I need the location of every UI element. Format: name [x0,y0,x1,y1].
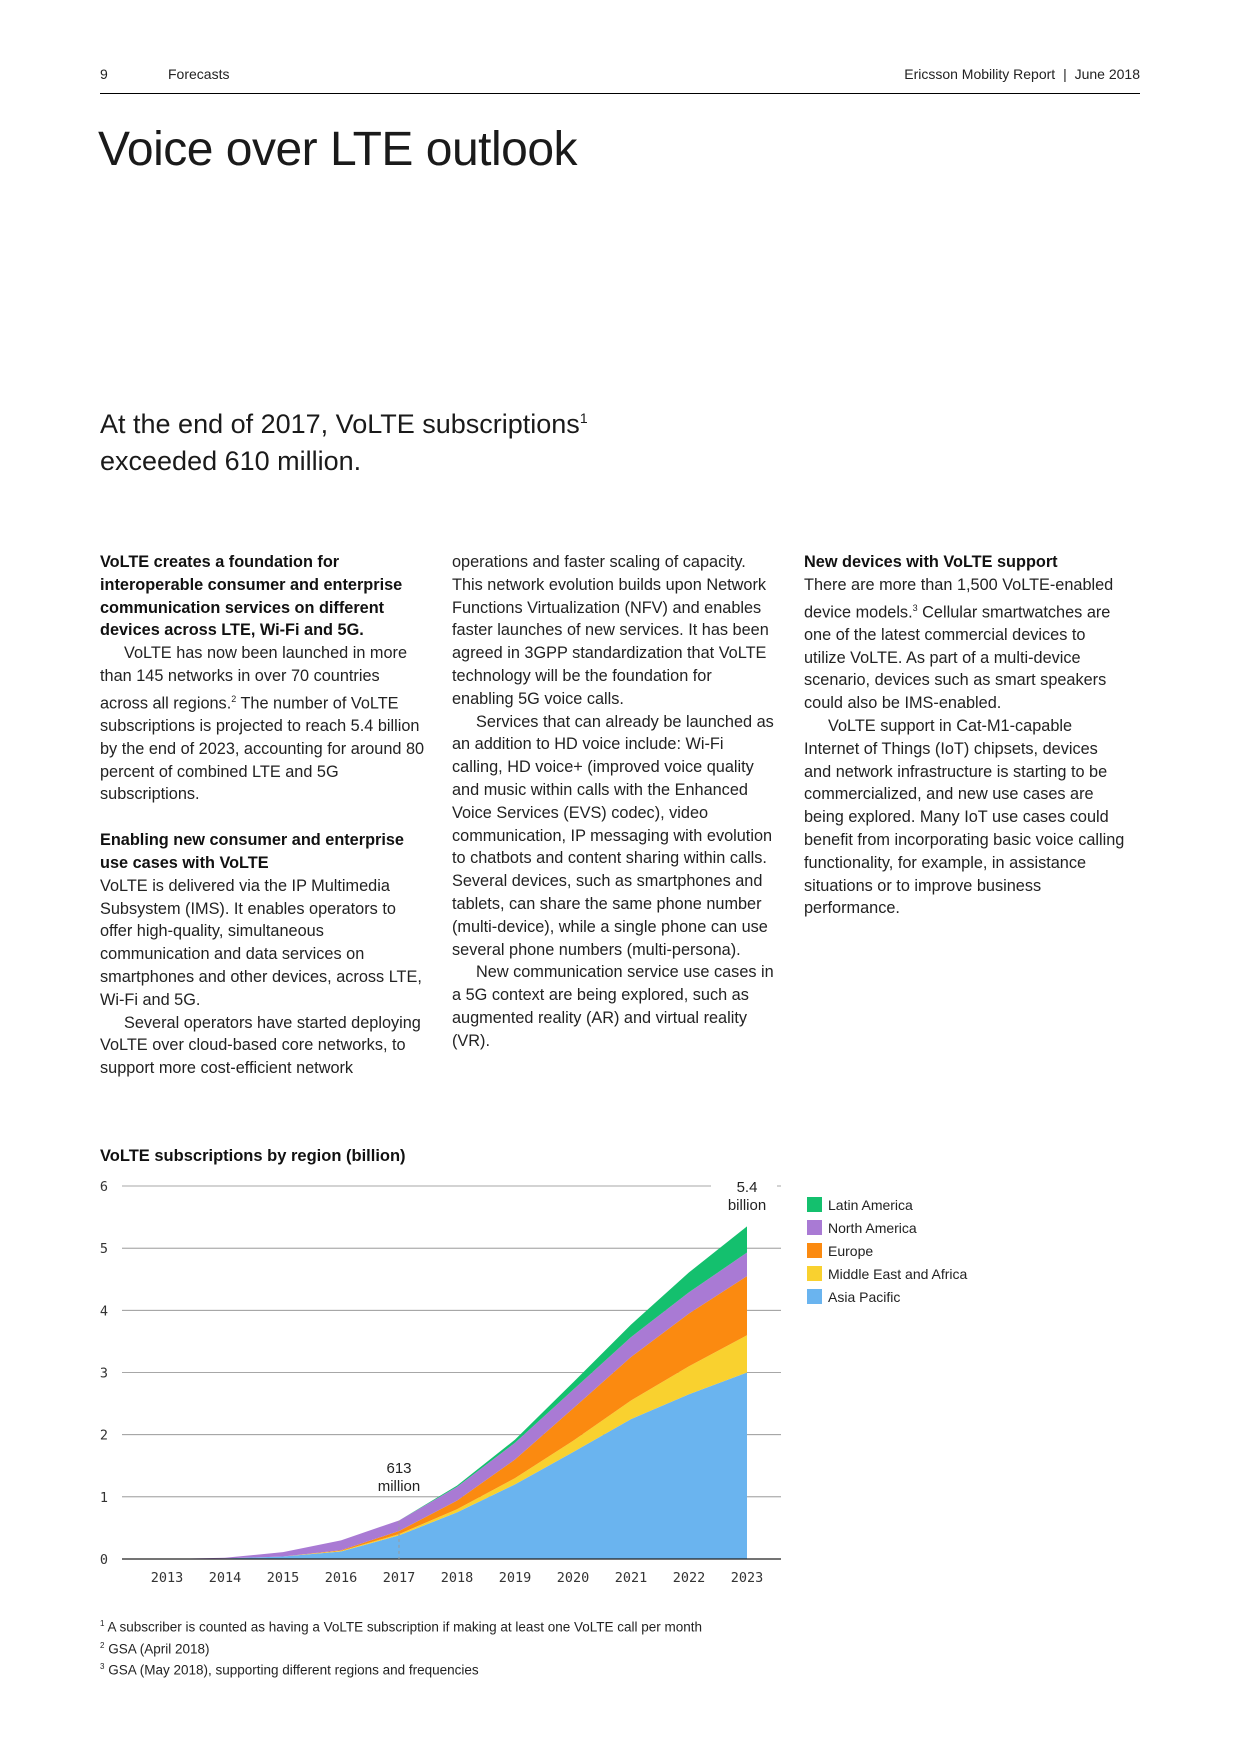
col2-paragraph-3: New communication service use cases in a 5G context are being explored, such as augmented reality (AR) and virtual reality (VR). [452,963,774,1050]
col3-footnote-ref: 3 [912,602,918,613]
page-title: Voice over LTE outlook [98,123,578,176]
col1-paragraph-1 [100,642,425,806]
annotation-value: 5.4 [736,1179,758,1196]
legend-label: Europe [828,1242,874,1259]
legend-swatch [807,1220,822,1235]
col1-heading-1: VoLTE creates a foundation for interoperable consumer and enterprise communication services on different devices across LTE, Wi-Fi and 5G. [100,553,403,640]
footnotes [100,1615,702,1680]
legend-item [807,1262,967,1285]
col1-footnote-ref: 2 [231,693,237,704]
page-number: 9 [100,66,108,82]
x-tick-label: 2014 [208,1570,242,1586]
footnote-ref: 1 [100,1619,105,1628]
col3-p1-text-b: Cellular smartwatches are one of the latest commercial devices to utilize VoLTE. As part of a multi-device scenario, devices such as smart speakers could also be IMS-enabled. [804,603,1111,713]
separator: | [1063,66,1067,82]
footnote-text: A subscriber is counted as having a VoLTE subscription if making at least one VoLTE call per month [104,1619,703,1635]
footnote [100,1658,702,1680]
x-tick-label: 2022 [672,1570,706,1586]
col3-paragraph-2: VoLTE support in Cat-M1-capable Internet of Things (IoT) chipsets, devices and network infrastructure is starting to be commercialized, and new use cases are being explored. Many IoT use cases could benefit from incorporating basic voice calling functionality, for example, in assistance situations or to improve business performance. [804,717,1125,918]
x-tick-label: 2016 [324,1570,358,1586]
y-tick-label: 5 [99,1241,108,1258]
x-tick-label: 2020 [556,1570,590,1586]
footnote [100,1637,702,1659]
chart-title: VoLTE subscriptions by region (billion) [100,1147,406,1165]
footnote-text: GSA (May 2018), supporting different regions and frequencies [104,1662,479,1678]
col2-paragraph-2: Services that can already be launched as an addition to HD voice include: Wi-Fi calling, HD voice+ (improved voice quality and music within calls with the Enhanced Voice Services (EVS) codec), video communication, IP messaging with evolution to chatbots and content sharing within calls. Several devices, such as smartphones and tablets, can share the same phone number (multi-device), while a single phone can use several phone numbers (multi-persona). [452,712,774,959]
y-tick-label: 3 [99,1365,108,1382]
x-tick-label: 2015 [266,1570,300,1586]
text-column-3 [804,551,1129,920]
legend-swatch [807,1197,822,1212]
report-info [904,66,1140,82]
volte-area-chart [0,1170,800,1590]
annotation-unit: billion [727,1197,767,1214]
x-tick-label: 2023 [730,1570,764,1586]
legend-label: Latin America [828,1196,913,1213]
chart-legend [807,1193,967,1308]
legend-label: North America [828,1219,917,1236]
legend-swatch [807,1266,822,1281]
x-tick-label: 2019 [498,1570,532,1586]
legend-swatch [807,1243,822,1258]
text-column-1 [100,551,425,1080]
legend-item [807,1285,967,1308]
y-tick-label: 0 [99,1552,108,1568]
text-column-2 [452,551,777,1053]
col1-heading-2: Enabling new consumer and enterprise use cases with VoLTE [100,831,404,872]
annotation-value: 613 [386,1459,412,1477]
legend-label: Asia Pacific [828,1288,901,1305]
lead-line-1: At the end of 2017, VoLTE subscriptions [100,409,580,439]
report-name: Ericsson Mobility Report [904,66,1056,82]
y-tick-label: 1 [99,1489,108,1506]
legend-item [807,1239,967,1262]
x-tick-label: 2018 [440,1570,474,1586]
x-tick-label: 2021 [614,1570,648,1586]
annotation-unit: million [377,1477,421,1495]
legend-swatch [807,1289,822,1304]
col1-paragraph-2: VoLTE is delivered via the IP Multimedia Subsystem (IMS). It enables operators to offer high-quality, simultaneous communication and data services on smartphones and other devices, across LTE, Wi-Fi and 5G. [100,876,422,1009]
footnote [100,1615,702,1637]
y-tick-label: 4 [99,1303,108,1320]
col3-paragraph-1 [804,574,1129,715]
legend-label: Middle East and Africa [828,1265,968,1282]
lead-line-2: exceeded 610 million. [100,446,362,476]
x-tick-label: 2017 [382,1570,416,1586]
col1-p1-text-a: VoLTE has now been launched in more than 145 networks in over 70 countries across all regions. [100,644,407,713]
col1-p1-text-b: The number of VoLTE subscriptions is projected to reach 5.4 billion by the end of 2023, accounting for around 80 percent of combined LTE and 5G subscriptions. [100,694,425,804]
footnote-ref: 3 [100,1662,105,1671]
col3-heading: New devices with VoLTE support [804,553,1058,571]
y-tick-label: 2 [99,1427,108,1444]
col3-p1-text-a: There are more than 1,500 VoLTE-enabled device models. [804,575,1114,622]
x-tick-label: 2013 [150,1570,184,1586]
legend-item [807,1216,967,1239]
lead-statement [100,400,620,480]
col1-paragraph-3: Several operators have started deploying VoLTE over cloud-based core networks, to support more cost-efficient network [100,1013,421,1078]
report-date: June 2018 [1074,66,1140,82]
y-tick-label: 6 [99,1179,108,1195]
lead-footnote-ref: 1 [579,410,588,426]
legend-item [807,1193,967,1216]
footnote-ref: 2 [100,1640,105,1650]
footnote-text: GSA (April 2018) [104,1641,210,1656]
section-label: Forecasts [168,66,230,82]
header-divider [100,93,1140,94]
col2-paragraph-1: operations and faster scaling of capacity. This network evolution builds upon Network Functions Virtualization (NFV) and enables faster launches of new services. It has been agreed in 3GPP standardization that VoLTE technology will be the foundation for enabling 5G voice calls. [452,553,769,708]
